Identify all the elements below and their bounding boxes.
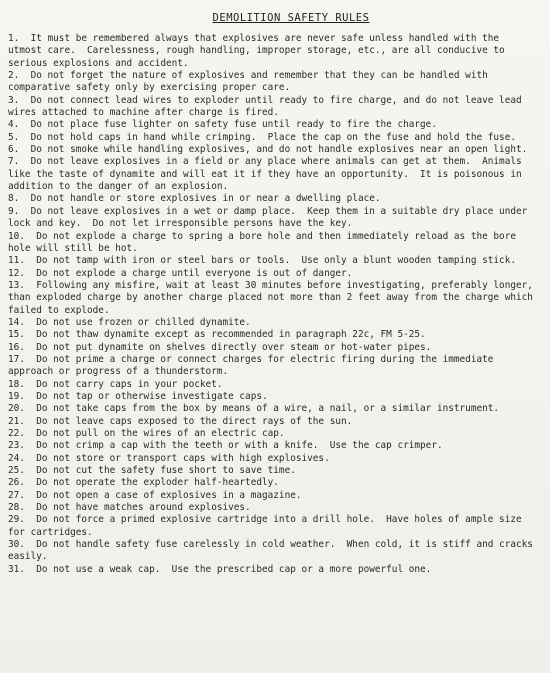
rule-item: 5. Do not hold caps in hand while crimping. Place the cap on the fuse and hold the fuse. (8, 131, 516, 143)
rule-item: 6. Do not smoke while handling explosives, and do not handle explosives near an open light. (8, 144, 528, 156)
rule-item: 28. Do not have matches around explosives. (8, 502, 251, 514)
rule-item: 22. Do not pull on the wires of an electric cap. (8, 428, 285, 439)
rule-item: 21. Do not leave caps exposed to the direct rays of the sun. (8, 415, 353, 427)
rule-item: 25. Do not cut the safety fuse short to save time. (8, 465, 296, 477)
rule-item: 9. Do not leave explosives in a wet or damp place. Keep them in a suitable dry place under lock and key. Do not let irresponsible persons have the key. (8, 205, 533, 230)
rule-item: 27. Do not open a case of explosives in a magazine. (8, 489, 302, 501)
rule-item: 20. Do not take caps from the box by means of a wire, a nail, or a similar instrument. (8, 403, 500, 415)
rule-item: 17. Do not prime a charge or connect charges for electric firing during the immediate approach or progress of a thunderstorm. (8, 353, 500, 378)
rule-item: 30. Do not handle safety fuse carelessly in cold weather. When cold, it is stiff and cracks easily. (8, 539, 539, 563)
rule-item: 29. Do not force a primed explosive cartridge into a drill hole. Have holes of ample size for cartridges. (8, 514, 528, 538)
rule-item: 2. Do not forget the nature of explosives and remember that they can be handled with comparative safety only by exercising proper care. (8, 70, 494, 94)
rule-item: 7. Do not leave explosives in a field or any place where animals can get at them. Animals like the taste of dynamite and will eat it if they have an opportunity. It is poisonous in addition to the danger of an explosion. (8, 156, 528, 193)
rule-item: 14. Do not use frozen or chilled dynamite. (8, 316, 251, 328)
rule-item: 18. Do not carry caps in your pocket. (8, 378, 223, 390)
rule-item: 16. Do not put dynamite on shelves directly over steam or hot-water pipes. (8, 341, 432, 353)
rules-list (8, 33, 539, 576)
document-title: DEMOLITION SAFETY RULES (212, 12, 370, 24)
rule-item: 4. Do not place fuse lighter on safety fuse until ready to fire the charge. (8, 119, 437, 131)
rule-item: 8. Do not handle or store explosives in or near a dwelling place. (8, 193, 381, 205)
rule-item: 15. Do not thaw dynamite except as recommended in paragraph 22c, FM 5-25. (8, 329, 426, 341)
rule-item: 23. Do not crimp a cap with the teeth or with a knife. Use the cap crimper. (8, 440, 443, 452)
rule-item: 11. Do not tamp with iron or steel bars or tools. Use only a blunt wooden tamping stick. (8, 255, 516, 267)
rule-item: 13. Following any misfire, wait at least 30 minutes before investigating, preferably longer, than exploded charge by another charge placed not more than 2 feet away from the charge which failed to explode. (8, 279, 539, 316)
rule-item: 10. Do not explode a charge to spring a bore hole and then immediately reload as the bore hole will still be hot. (8, 230, 522, 254)
rule-item: 26. Do not operate the exploder half-heartedly. (8, 477, 279, 489)
rule-item: 24. Do not store or transport caps with high explosives. (8, 452, 330, 464)
rule-item: 12. Do not explode a charge until everyone is out of danger. (8, 267, 353, 279)
rule-item: 1. It must be remembered always that explosives are never safe unless handled with the utmost care. Carelessness, rough handling, improper storage, etc., are all conducive to serious explosions and accident. (8, 33, 511, 69)
rule-item: 3. Do not connect lead wires to exploder until ready to fire charge, and do not leave lead wires attached to machine after charge is fired. (8, 94, 528, 119)
rule-item: 31. Do not use a weak cap. Use the prescribed cap or a more powerful one. (8, 563, 432, 575)
rule-item: 19. Do not tap or otherwise investigate caps. (8, 390, 268, 402)
